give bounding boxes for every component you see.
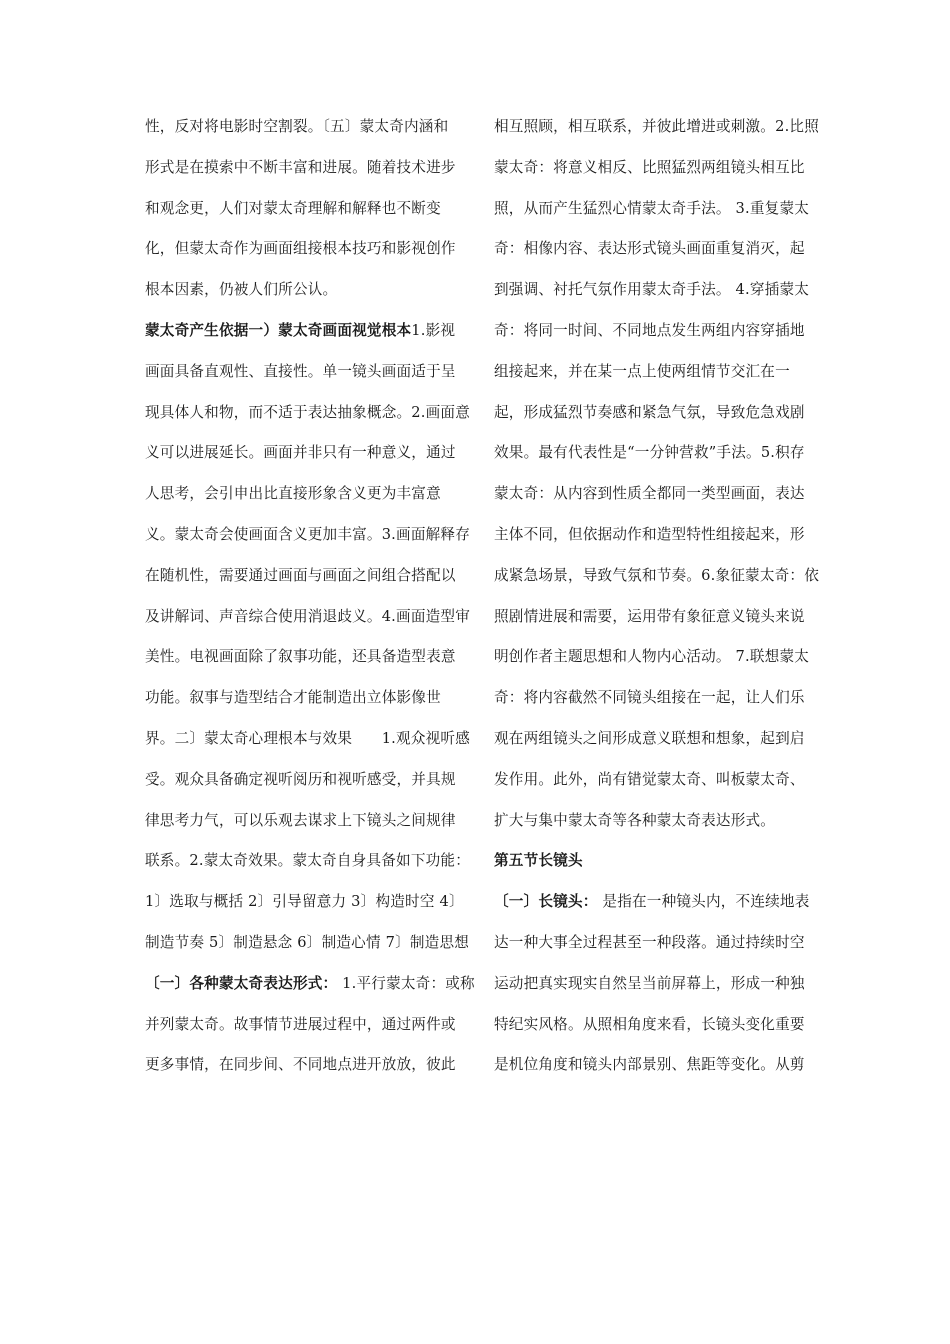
text-line: [494, 685, 812, 726]
text-line: [145, 359, 463, 400]
text-line: [494, 726, 812, 767]
text-line: [494, 277, 812, 318]
text-line: [145, 440, 463, 481]
text-line: [145, 726, 470, 767]
body-text: 效果。最有代表性是“一分钟营救”手法。5.积存: [494, 444, 805, 462]
body-text: 是指在一种镜头内，不连续地表: [597, 893, 810, 911]
body-text: 画面具备直观性、直接性。单一镜头画面适于呈: [145, 362, 456, 380]
body-text: 到强调、衬托气氛作用蒙太奇手法。 4.穿插蒙太: [494, 281, 810, 299]
body-text: 1.影视: [411, 321, 456, 339]
body-text: 成紧急场景，导致气氛和节奏。6.象征蒙太奇：依: [494, 566, 819, 584]
body-text: 及讲解词、声音综合使用消退歧义。4.画面造型审: [145, 607, 470, 625]
text-line: [494, 644, 812, 685]
text-line: [494, 114, 819, 155]
text-line: [494, 318, 812, 359]
body-text: 组接起来，并在某一点上使两组情节交汇在一: [494, 362, 790, 380]
body-text: 明创作者主题思想和人物内心活动。 7.联想蒙太: [494, 648, 810, 666]
body-text: 化，但蒙太奇作为画面组接根本技巧和影视创作: [145, 240, 456, 258]
bold-heading-text: 第五节长镜头: [494, 852, 583, 870]
body-text: 奇：相像内容、表达形式镜头画面重复消灭，起: [494, 240, 805, 258]
text-line: [145, 114, 463, 155]
text-line: [494, 1052, 812, 1093]
text-line: [494, 930, 812, 971]
text-line: [145, 522, 470, 563]
body-text: 受。观众具备确定视听阅历和视听感受，并具规: [145, 770, 456, 788]
text-line: [494, 481, 812, 522]
text-line: [494, 155, 812, 196]
body-text: 特纪实风格。从照相角度来看，长镜头变化重要: [494, 1015, 805, 1033]
text-line: [494, 563, 819, 604]
text-line: [494, 522, 812, 563]
body-text: 观在两组镜头之间形成意义联想和想象，起到启: [494, 729, 805, 747]
text-line: [145, 767, 463, 808]
body-text: 运动把真实现实自然呈当前屏幕上，形成一种独: [494, 974, 805, 992]
body-text: 美性。电视画面除了叙事功能，还具备造型表意: [145, 648, 456, 666]
text-line: [145, 1052, 463, 1093]
text-line: [494, 440, 812, 481]
text-line: [145, 277, 463, 318]
text-line: [145, 318, 463, 359]
text-line: [494, 889, 812, 930]
body-text: 蒙太奇：从内容到性质全都同一类型画面，表达: [494, 485, 805, 503]
body-text: 发作用。此外，尚有错觉蒙太奇、叫板蒙太奇、: [494, 770, 805, 788]
text-line: [145, 685, 463, 726]
body-text: 性，反对将电影时空割裂。〔五〕蒙太奇内涵和: [145, 118, 449, 135]
body-text: 律思考力气，可以乐观去谋求上下镜头之间规律: [145, 811, 456, 829]
body-text: 更多事情，在同步间、不同地点进开放放，彼此: [145, 1056, 456, 1074]
bold-heading-text: 〔一〕各种蒙太奇表达形式：: [145, 974, 338, 992]
body-text: 制造节奏 5〕制造悬念 6〕制造心情 7〕制造思想: [145, 933, 470, 951]
text-line: [494, 196, 812, 237]
body-text: 奇：将同一时间、不同地点发生两组内容穿插地: [494, 321, 805, 339]
body-text: 义可以进展延长。画面并非只有一种意义，通过: [145, 444, 456, 462]
text-line: [145, 481, 463, 522]
body-text: 并列蒙太奇。故事情节进展过程中，通过两件或: [145, 1015, 456, 1033]
body-text: 奇：将内容截然不同镜头组接在一起，让人们乐: [494, 689, 805, 707]
body-text: 和观念更，人们对蒙太奇理解和解释也不断变: [145, 199, 441, 217]
text-line: [145, 196, 463, 237]
text-line: [494, 971, 812, 1012]
body-text: 照，从而产生猛烈心情蒙太奇手法。 3.重复蒙太: [494, 199, 810, 217]
body-text: 在随机性，需要通过画面与画面之间组合搭配以: [145, 566, 456, 584]
text-line: [494, 767, 812, 808]
text-line: [145, 930, 470, 971]
body-text: 联系。2.蒙太奇效果。蒙太奇自身具备如下功能：: [145, 852, 470, 870]
body-text: 相互照顾，相互联系，并彼此增进或刺激。2.比照: [494, 118, 819, 135]
text-line: [494, 236, 812, 277]
text-line: [494, 359, 812, 400]
text-line: [145, 848, 470, 889]
body-text: 界。二〕蒙太奇心理根本与效果 1.观众视听感: [145, 729, 470, 747]
body-text: 现具体人和物，而不适于表达抽象概念。2.画面意: [145, 403, 470, 421]
body-text: 扩大与集中蒙太奇等各种蒙太奇表达形式。: [494, 811, 776, 829]
text-line: [145, 889, 463, 930]
text-line: [494, 1012, 812, 1053]
body-text: 是机位角度和镜头内部景别、焦距等变化。从剪: [494, 1056, 805, 1074]
body-text: 形式是在摸索中不断丰富和进展。随着技术进步: [145, 158, 456, 176]
body-text: 达一种大事全过程甚至一种段落。通过持续时空: [494, 933, 805, 951]
body-text: 义。蒙太奇会使画面含义更加丰富。3.画面解释存: [145, 525, 470, 543]
text-line: [145, 644, 463, 685]
body-text: 人思考，会引申出比直接形象含义更为丰富意: [145, 485, 441, 503]
body-text: 1.平行蒙太奇：或称: [337, 974, 475, 992]
text-line: [494, 400, 812, 441]
text-line: [494, 604, 812, 645]
left-text-column: [145, 114, 475, 1093]
body-text: 根本因素，仍被人们所公认。: [145, 281, 338, 299]
text-line: [494, 848, 812, 889]
bold-heading-text: 蒙太奇产生依据一）蒙太奇画面视觉根本: [145, 321, 412, 339]
bold-heading-text: 〔一〕长镜头：: [494, 893, 598, 911]
text-line: [145, 563, 463, 604]
text-line: [145, 604, 470, 645]
body-text: 蒙太奇：将意义相反、比照猛烈两组镜头相互比: [494, 158, 805, 176]
text-line: [145, 971, 475, 1012]
text-line: [145, 236, 463, 277]
text-line: [494, 808, 812, 849]
body-text: 1〕选取与概括 2〕引导留意力 3〕构造时空 4〕: [145, 893, 464, 911]
body-text: 起，形成猛烈节奏感和紧急气氛，导致危急戏剧: [494, 403, 805, 421]
body-text: 照剧情进展和需要，运用带有象征意义镜头来说: [494, 607, 805, 625]
text-line: [145, 808, 463, 849]
body-text: 主体不同，但依据动作和造型特性组接起来，形: [494, 525, 805, 543]
right-text-column: [494, 114, 819, 1093]
text-line: [145, 400, 470, 441]
text-line: [145, 155, 463, 196]
text-line: [145, 1012, 463, 1053]
body-text: 功能。叙事与造型结合才能制造出立体影像世: [145, 689, 441, 707]
